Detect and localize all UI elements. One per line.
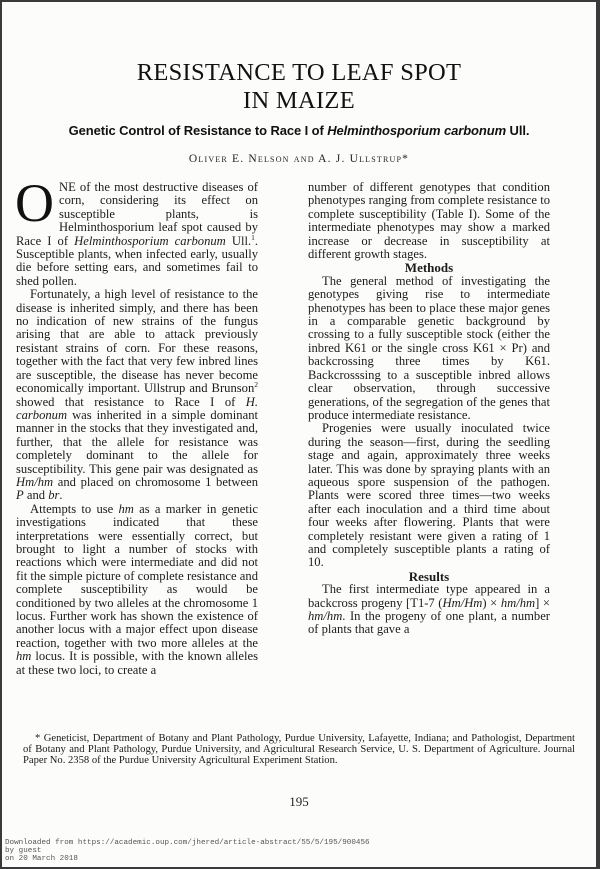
download-user-line: by guest — [5, 846, 42, 855]
author-byline: Oliver E. Nelson and A. J. Ullstrup* — [188, 153, 410, 165]
paragraph-methods-2: Progenies were usually inoculated twice during the season—first, during the seedling stage and again, approximately three weeks later. This was done by spraying plants with an aqueous spore suspension of the pathogen. Plants were scored three times—two weeks after each inoculation and a third time about four weeks after flowering. Plants that were completely resistant were given a rating of 1 and completely susceptible plants a rating of 10. — [308, 421, 550, 570]
download-notice — [5, 840, 370, 863]
subtitle-text: Genetic Control of Resistance to Race I of — [68, 123, 328, 138]
reference-2: 2 — [254, 379, 258, 389]
title-line-1: RESISTANCE TO LEAF SPOT — [136, 59, 462, 86]
section-heading-methods: Methods — [404, 260, 454, 276]
section-heading-results: Results — [408, 568, 450, 584]
paragraph-2: Fortunately, a high level of resistance to the disease is inherited simply, and there has been no indication of new strains of the fungus arising that are able to attack previously resistant strains of corn. For these reasons, together with the fact that very few inbred lines are susceptible, the disease has never become economically important. Ullstrup and Brunson$^2$ showed that resistance to Race I of H. carbonum was inherited in a simple dominant manner in the stocks that they investigated and, further, that the allele for resistance was completely dominant to the allele for susceptibility. This gene pair was designated as Hm/hm and placed on chromosome 1 between P and br. — [16, 287, 258, 503]
paragraph-methods-1: The general method of investigating the genotypes giving rise to intermediate phenotypes has been to place these major genes in a comparable genetic background by crossing to a fully susceptible stock (either the inbred K61 or the single cross K61 × Pr) and backcrossing three times by K61. Backcrosssing to a susceptible inbred allows clear observation, through successive generations, of the segregation of the genes that produce intermediate resistance. — [308, 273, 550, 422]
paragraph-results-1: The first intermediate type appeared in a backcross progeny [T1-7 (Hm/Hm) × hm/hm] × hm/hm. In the progeny of one plant, a number of plants that gave a — [308, 582, 550, 637]
journal-page — [2, 2, 598, 867]
right-column — [308, 181, 550, 637]
download-date-line: on 20 March 2018 — [5, 854, 78, 863]
download-url-line: Downloaded from https://academic.oup.com/jhered/article-abstract/55/5/195/900456 — [5, 839, 370, 847]
author-footnote — [23, 733, 575, 766]
article-subtitle — [2, 123, 596, 138]
paragraph-3: Attempts to use hm as a marker in genetic investigations indicated that these interpretations were essentially correct, but brought to light a number of stocks with reactions which were intermediate and did not fit the simple picture of complete resistance and complete susceptibility as would be conditioned by two alleles at the chromosome 1 locus. Further work has shown the existence of another locus with a major effect upon disease reaction, together with two more alleles at the hm locus. It is possible, with the known alleles at these two loci, to create a — [16, 501, 258, 677]
drop-cap: O — [15, 173, 54, 233]
page-number: 195 — [289, 794, 309, 809]
title-line-2: IN MAIZE — [243, 87, 355, 114]
paragraph-intro: ONE of the most destructive diseases of corn, considering its effect on susceptible plants, is Helminthosporium leaf spot caused by Race I of Helminthosporium carbonum Ull.$^1$. Susceptible plants, when infected early, usually die before setting ears, and sometimes fail to shed pollen. — [15, 173, 259, 288]
subtitle-species: Helminthosporium carbonum — [327, 123, 507, 138]
left-column — [15, 173, 259, 677]
footnote-text: * Geneticist, Department of Botany and Plant Pathology, Purdue University, Lafayette, Indiana; and Pathologist, Department of Botany and Plant Pathology, Purdue University, and Agricultural Research Service, U. S. Department of Agriculture. Journal Paper No. 2358 of the Purdue University Agricultural Experiment Station. — [23, 733, 575, 766]
paragraph-continued: number of different genotypes that condition phenotypes ranging from complete resistance to complete susceptibility (Table I). Some of the intermediate phenotypes may show a marked increase or decrease in susceptibility at different growth stages. — [308, 180, 550, 262]
reference-1: 1 — [251, 232, 255, 242]
subtitle-author-abbrev: Ull. — [506, 123, 530, 138]
article-title — [2, 59, 596, 115]
